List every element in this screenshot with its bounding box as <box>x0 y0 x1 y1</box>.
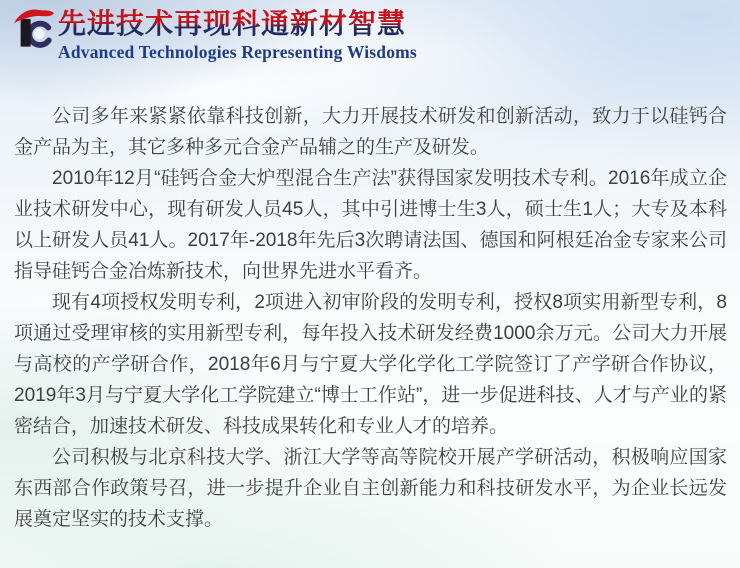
paragraph-patent-and-staff: 2010年12月“硅钙合金大炉型混合生产法”获得国家发明技术专利。2016年成立企业技术研发中心，现有研发人员45人，其中引进博士生3人，硕士生1人；大专及本科以上研发人员41人。2017年-2018年先后3次聘请法国、德国和阿根廷冶金专家来公司指导硅钙合金冶炼新技术，向世界先进水平看齐。 <box>14 168 727 282</box>
page-subtitle: Advanced Technologies Representing Wisdoms <box>58 42 417 62</box>
page-title: 先进技术再现科通新材智慧 <box>58 8 740 40</box>
page-header <box>0 0 740 63</box>
tc-brand-logo-icon <box>13 6 55 50</box>
paragraph-patents-and-cooperation: 现有4项授权发明专利，2项进入初审阶段的发明专利，授权8项实用新型专利，8项通过受理审核的实用新型专利，每年投入技术研发经费1000余万元。公司大力开展与高校的产学研合作，2018年6月与宁夏大学化学化工学院签订了产学研合作协议，2019年3月与宁夏大学化工学院建立“博士工作站”，进一步促进科技、人才与产业的紧密结合，加速技术研发、科技成果转化和专业人才的培养。 <box>14 292 727 437</box>
article-body <box>0 63 740 535</box>
paragraph-university-partnership: 公司积极与北京科技大学、浙江大学等高等院校开展产学研活动，积极响应国家东西部合作政策号召，进一步提升企业自主创新能力和科技研发水平，为企业长远发展奠定坚实的技术支撑。 <box>14 447 727 530</box>
paragraph-company-rnd-overview: 公司多年来紧紧依靠科技创新，大力开展技术研发和创新活动，致力于以硅钙合金产品为主，其它多种多元合金产品辅之的生产及研发。 <box>14 106 727 158</box>
